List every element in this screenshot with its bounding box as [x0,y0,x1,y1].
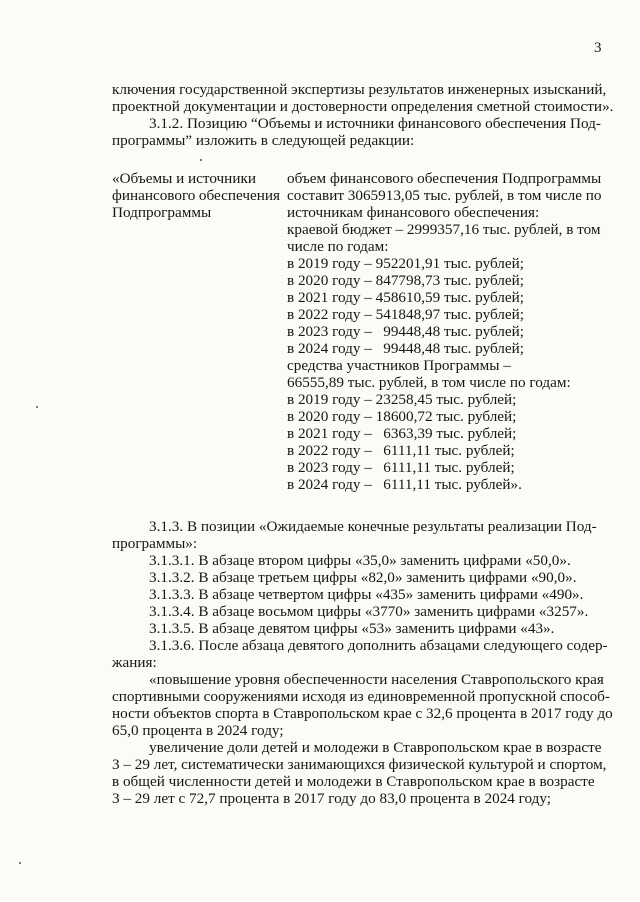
intro-line-4: программы” изложить в следующей редакции: [112,132,415,149]
right-row: в 2019 году – 952201,91 тыс. рублей; [287,255,524,272]
right-row: в 2024 году – 99448,48 тыс. рублей; [287,340,524,357]
quote-2-line-4: 3 – 29 лет с 72,7 процента в 2017 году до 83,0 процента в 2024 году; [112,790,552,807]
right-row: в 2023 году – 6111,11 тыс. рублей; [287,459,515,476]
quote-2-line-2: 3 – 29 лет, систематически занимающихся физической культурой и спортом, [112,756,607,773]
paragraph-3-1-3-line-1: 3.1.3. В позиции «Ожидаемые конечные результаты реализации Под- [149,518,597,535]
right-row: в 2021 году – 6363,39 тыс. рублей; [287,425,517,442]
left-cell: Подпрограммы [112,204,212,221]
left-cell: обеспечения [198,187,280,204]
paragraph-3-1-3-2: 3.1.3.2. В абзаце третьем цифры «82,0» заменить цифрами «90,0». [149,569,577,586]
right-row: составит 3065913,05 тыс. рублей, в том числе по [287,187,602,204]
table-left-column [112,170,280,221]
table-right-column [287,170,602,493]
right-row: в 2022 году – 6111,11 тыс. рублей; [287,442,515,459]
right-row: в 2023 году – 99448,48 тыс. рублей; [287,323,524,340]
left-row [112,187,280,204]
right-row: в 2022 году – 541848,97 тыс. рублей; [287,306,524,323]
right-row: в 2019 году – 23258,45 тыс. рублей; [287,391,517,408]
right-row: числе по годам: [287,238,389,255]
paragraph-3-1-3-4: 3.1.3.4. В абзаце восьмом цифры «3770» заменить цифрами «3257». [149,603,589,620]
right-row: источникам финансового обеспечения: [287,204,540,221]
left-row [112,170,280,187]
left-cell: финансового [112,187,196,204]
scan-speck [36,406,38,408]
right-row: объем финансового обеспечения Подпрограммы [287,170,602,187]
scan-speck [19,862,21,864]
quote-1-line-3: ности объектов спорта в Ставропольском крае с 32,6 процента в 2017 году до [112,705,613,722]
quote-2-line-3: в общей численности детей и молодежи в Ставропольском крае в возрасте [112,773,595,790]
page-number: 3 [594,40,602,56]
paragraph-3-1-3-line-2: программы»: [112,535,198,552]
quote-1-line-4: 65,0 процента в 2024 году; [112,722,284,739]
quote-1-line-1: «повышение уровня обеспеченности населения Ставропольского края [149,671,604,688]
right-row: в 2021 году – 458610,59 тыс. рублей; [287,289,524,306]
scan-speck [200,159,202,161]
paragraph-3-1-3-6-line-1: 3.1.3.6. После абзаца девятого дополнить абзацами следующего содер- [149,637,608,654]
quote-2-line-1: увеличение доли детей и молодежи в Ставропольском крае в возрасте [149,739,602,756]
intro-line-3: 3.1.2. Позицию “Объемы и источники финансового обеспечения Под- [149,115,601,132]
paragraph-3-1-3-3: 3.1.3.3. В абзаце четвертом цифры «435» заменить цифрами «490». [149,586,584,603]
right-row: в 2020 году – 847798,73 тыс. рублей; [287,272,524,289]
paragraph-3-1-3-1: 3.1.3.1. В абзаце втором цифры «35,0» заменить цифрами «50,0». [149,552,571,569]
left-cell: «Объемы и источники [112,170,256,187]
quote-1-line-2: спортивными сооружениями исходя из единовременной пропускной способ- [112,688,610,705]
intro-line-2: проектной документации и достоверности определения сметной стоимости». [112,98,614,115]
right-row: в 2020 году – 18600,72 тыс. рублей; [287,408,517,425]
right-row: средства участников Программы – [287,357,511,374]
intro-line-1: ключения государственной экспертизы результатов инженерных изысканий, [112,81,607,98]
paragraph-3-1-3-5: 3.1.3.5. В абзаце девятом цифры «53» заменить цифрами «43». [149,620,555,637]
right-row: 66555,89 тыс. рублей, в том числе по годам: [287,374,571,391]
left-row [112,204,280,221]
right-row: в 2024 году – 6111,11 тыс. рублей». [287,476,522,493]
right-row: краевой бюджет – 2999357,16 тыс. рублей, в том [287,221,601,238]
paragraph-3-1-3-6-line-2: жания: [112,654,157,671]
